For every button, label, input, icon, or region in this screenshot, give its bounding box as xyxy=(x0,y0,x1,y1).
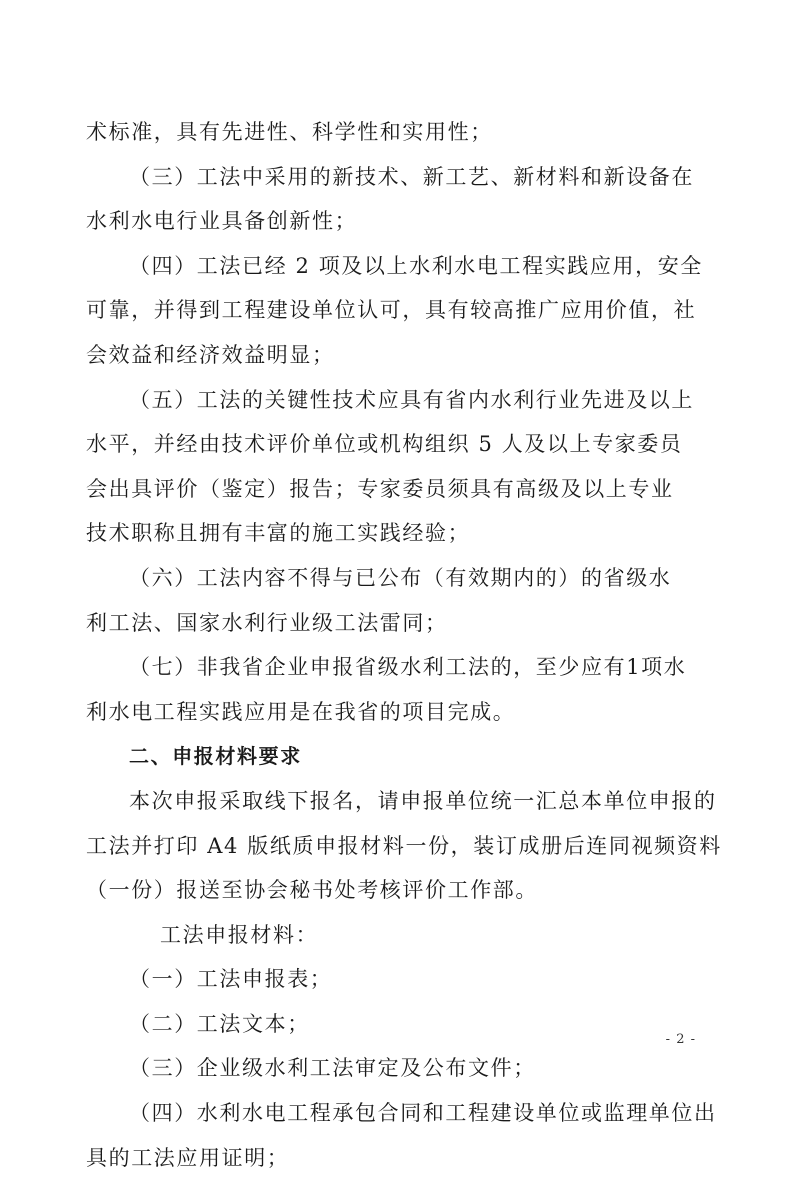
criterion-6-line: （六）工法内容不得与已公布（有效期内的）的省级水 xyxy=(129,565,672,590)
body-line: 技术职称且拥有丰富的施工实践经验； xyxy=(86,521,471,546)
body-line: 会效益和经济效益明显； xyxy=(86,342,335,367)
body-line: 工法并打印 A4 版纸质申报材料一份，装订成册后连同视频资料 xyxy=(86,833,722,858)
body-line: 会出具评价（鉴定）报告；专家委员须具有高级及以上专业 xyxy=(86,476,674,501)
body-line: 水平，并经由技术评价单位或机构组织 5 人及以上专家委员 xyxy=(86,432,683,457)
page-number: - 2 - xyxy=(665,1032,696,1047)
body-line: 术标准，具有先进性、科学性和实用性； xyxy=(86,120,493,144)
body-line: 水利水电行业具备创新性； xyxy=(86,209,358,234)
material-item: （四）水利水电工程承包合同和工程建设单位或监理单位出 xyxy=(129,1101,717,1126)
criterion-7-line: （七）非我省企业申报省级水利工法的，至少应有1项水 xyxy=(129,655,687,680)
material-item: （一）工法申报表； xyxy=(129,967,333,992)
materials-subheading: 工法申报材料： xyxy=(160,922,319,947)
material-item: （三）企业级水利工法审定及公布文件； xyxy=(129,1056,536,1081)
body-line: 可靠，并得到工程建设单位认可，具有较高推广应用价值，社 xyxy=(86,298,697,323)
criterion-3-line: （三）工法中采用的新技术、新工艺、新材料和新设备在 xyxy=(129,164,694,189)
body-line: （一份）报送至协会秘书处考核评价工作部。 xyxy=(86,878,538,903)
material-item: （二）工法文本； xyxy=(129,1011,310,1036)
criterion-5-line: （五）工法的关键性技术应具有省内水利行业先进及以上 xyxy=(129,387,694,412)
paragraph-line: 本次申报采取线下报名，请申报单位统一汇总本单位申报的 xyxy=(129,788,717,813)
criterion-4-line: （四）工法已经 2 项及以上水利水电工程实践应用，安全 xyxy=(129,253,703,278)
body-line: 利水电工程实践应用是在我省的项目完成。 xyxy=(86,699,516,724)
section-heading: 二、申报材料要求 xyxy=(129,744,302,769)
body-line: 具的工法应用证明； xyxy=(86,1145,290,1170)
document-body xyxy=(86,110,722,1180)
body-line: 利工法、国家水利行业级工法雷同； xyxy=(86,610,448,635)
